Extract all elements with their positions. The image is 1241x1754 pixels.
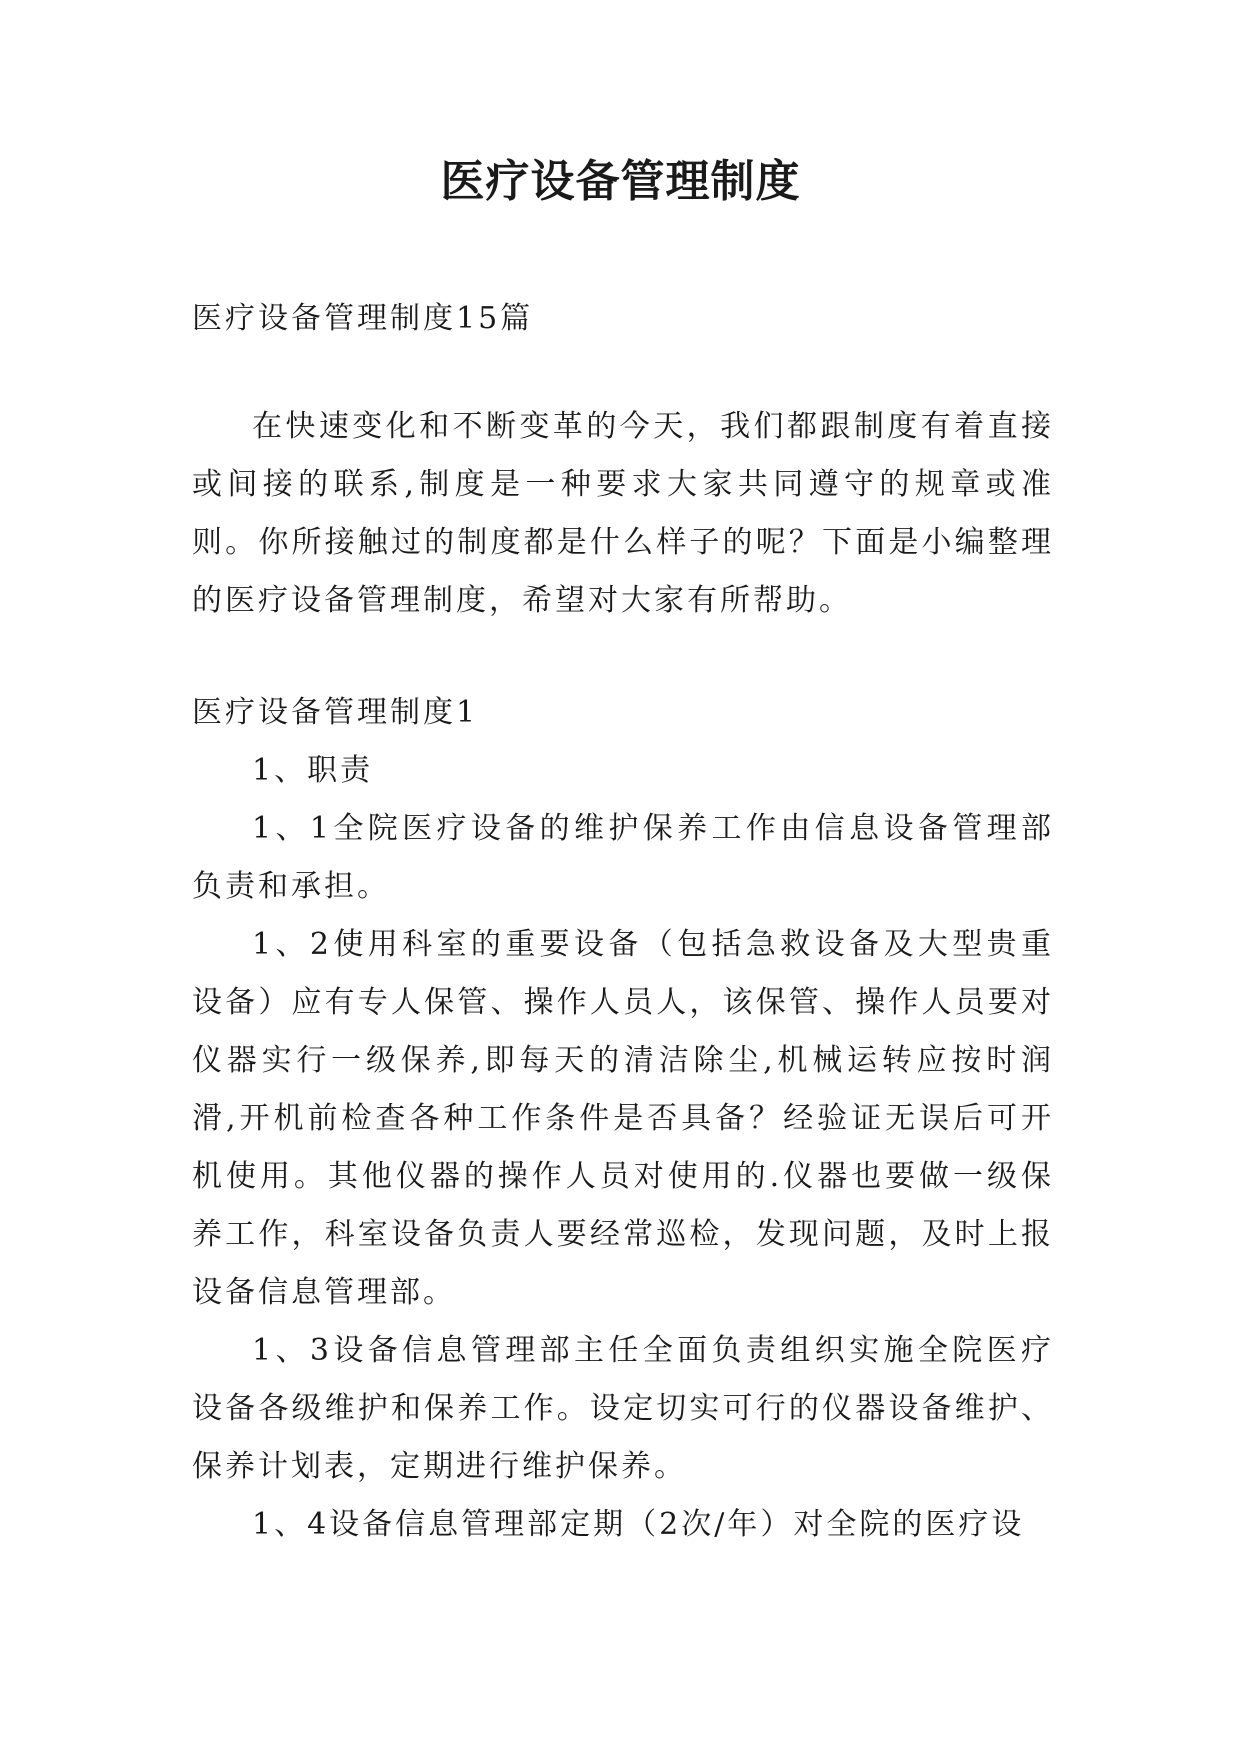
body-paragraph: 1、2使用科室的重要设备（包括急救设备及大型贵重设备）应有专人保管、操作人员人，该保管、操作人员要对仪器实行一级保养,即每天的清洁除尘,机械运转应按时润滑,开机前检查各种工作条件是否具备？经验证无误后可开机使用。其他仪器的操作人员对使用的.仪器也要做一级保养工作，科室设备负责人要经常巡检，发现问题，及时上报设备信息管理部。 (192, 927, 1054, 1310)
document-subtitle: 医疗设备管理制度15篇 (192, 301, 534, 336)
intro-paragraph: 在快速变化和不断变革的今天，我们都跟制度有着直接或间接的联系,制度是一种要求大家共同遵守的规章或准则。你所接触过的制度都是什么样子的呢？下面是小编整理的医疗设备管理制度，希望对大家有所帮助。 (192, 409, 1054, 618)
body-paragraph: 1、4设备信息管理部定期（2次/年）对全院的医疗设 (252, 1507, 1025, 1542)
section-heading: 医疗设备管理制度1 (192, 695, 479, 730)
body-paragraph: 1、1全院医疗设备的维护保养工作由信息设备管理部负责和承担。 (192, 811, 1054, 904)
document-body (192, 290, 1054, 1554)
body-paragraph: 1、3设备信息管理部主任全面负责组织实施全院医疗设备各级维护和保养工作。设定切实可行的仪器设备维护、保养计划表，定期进行维护保养。 (192, 1333, 1054, 1484)
document-title: 医疗设备管理制度 (440, 156, 801, 207)
body-paragraph: 1、职责 (252, 753, 374, 788)
